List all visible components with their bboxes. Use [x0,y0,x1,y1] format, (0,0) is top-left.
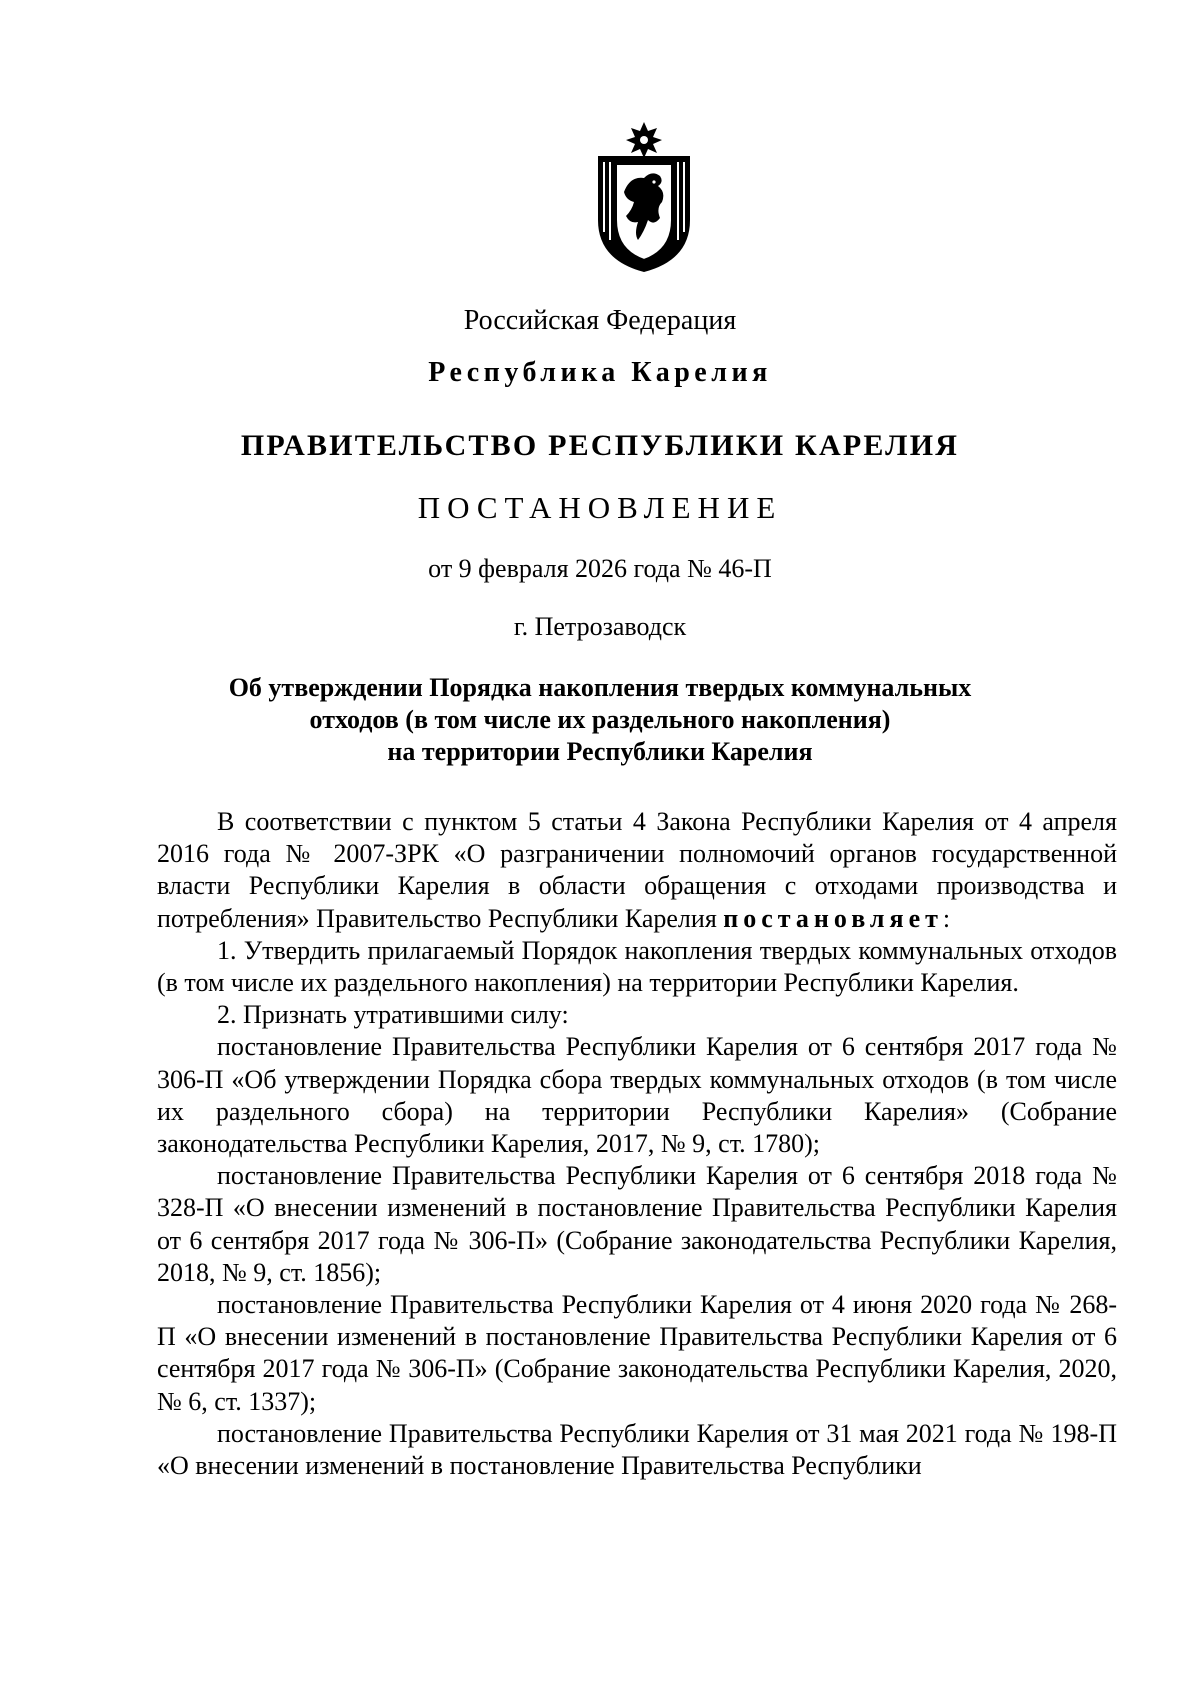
decree-word: постановляет [723,903,943,933]
government-name: ПРАВИТЕЛЬСТВО РЕСПУБЛИКИ КАРЕЛИЯ [240,429,960,462]
document-body [157,806,1117,1482]
repeal-paragraph-2: постановление Правительства Республики Карелия от 6 сентября 2018 года № 328-П «О внесении изменений в постановление Правительства Республики Карелия от 6 сентября 2017 года № 306-П» (Собрание законодательства Республики Карелия, 2018, № 9, ст. 1856); [157,1161,1117,1287]
item-2-paragraph: 2. Признать утратившими силу: [217,1000,569,1030]
document-date-number: от 9 февраля 2026 года № 46-П [428,554,772,583]
preamble-text: В соответствии с пунктом 5 статьи 4 Закона Республики Карелия от 4 апреля 2016 года № 2007-ЗРК «О разграничении полномочий органов государственной власти Республики Карелия в области обращения с отходами производства и потребления» Правительство Республики Карелия [157,807,1117,933]
decree-colon: : [942,903,951,933]
document-type: ПОСТАНОВЛЕНИЕ [417,490,783,525]
document-title [0,672,1200,768]
preamble-paragraph [157,806,1117,935]
repeal-paragraph-1: постановление Правительства Республики Карелия от 6 сентября 2017 года № 306-П «Об утверждении Порядка сбора твердых коммунальных отходов (в том числе их раздельного сбора) на территории Республики Карелия» (Собрание законодательства Республики Карелия, 2017, № 9, ст. 1780); [157,1032,1117,1159]
repeal-paragraph-4: постановление Правительства Республики Карелия от 31 мая 2021 года № 198-П «О внесении изменений в постановление Правительства Республики [157,1418,1117,1481]
title-line-3: на территории Республики Карелия [387,737,813,766]
repeal-paragraph-3: постановление Правительства Республики Карелия от 4 июня 2020 года № 268-П «О внесении изменений в постановление Правительства Республики Карелия от 6 сентября 2017 года № 306-П» (Собрание законодательства Республики Карелия, 2020, № 6, ст. 1337); [157,1290,1117,1416]
republic-name: Республика Карелия [428,357,772,388]
document-city: г. Петрозаводск [513,612,687,641]
item-1-paragraph: 1. Утвердить прилагаемый Порядок накопления твердых коммунальных отходов (в том числе их раздельного накопления) на территории Республики Карелия. [157,935,1117,998]
country-name: Российская Федерация [463,305,737,336]
title-line-1: Об утверждении Порядка накопления твердых коммунальных [228,673,972,702]
karelia-coat-of-arms-icon [594,122,694,272]
title-line-2: отходов (в том числе их раздельного накопления) [309,705,891,734]
